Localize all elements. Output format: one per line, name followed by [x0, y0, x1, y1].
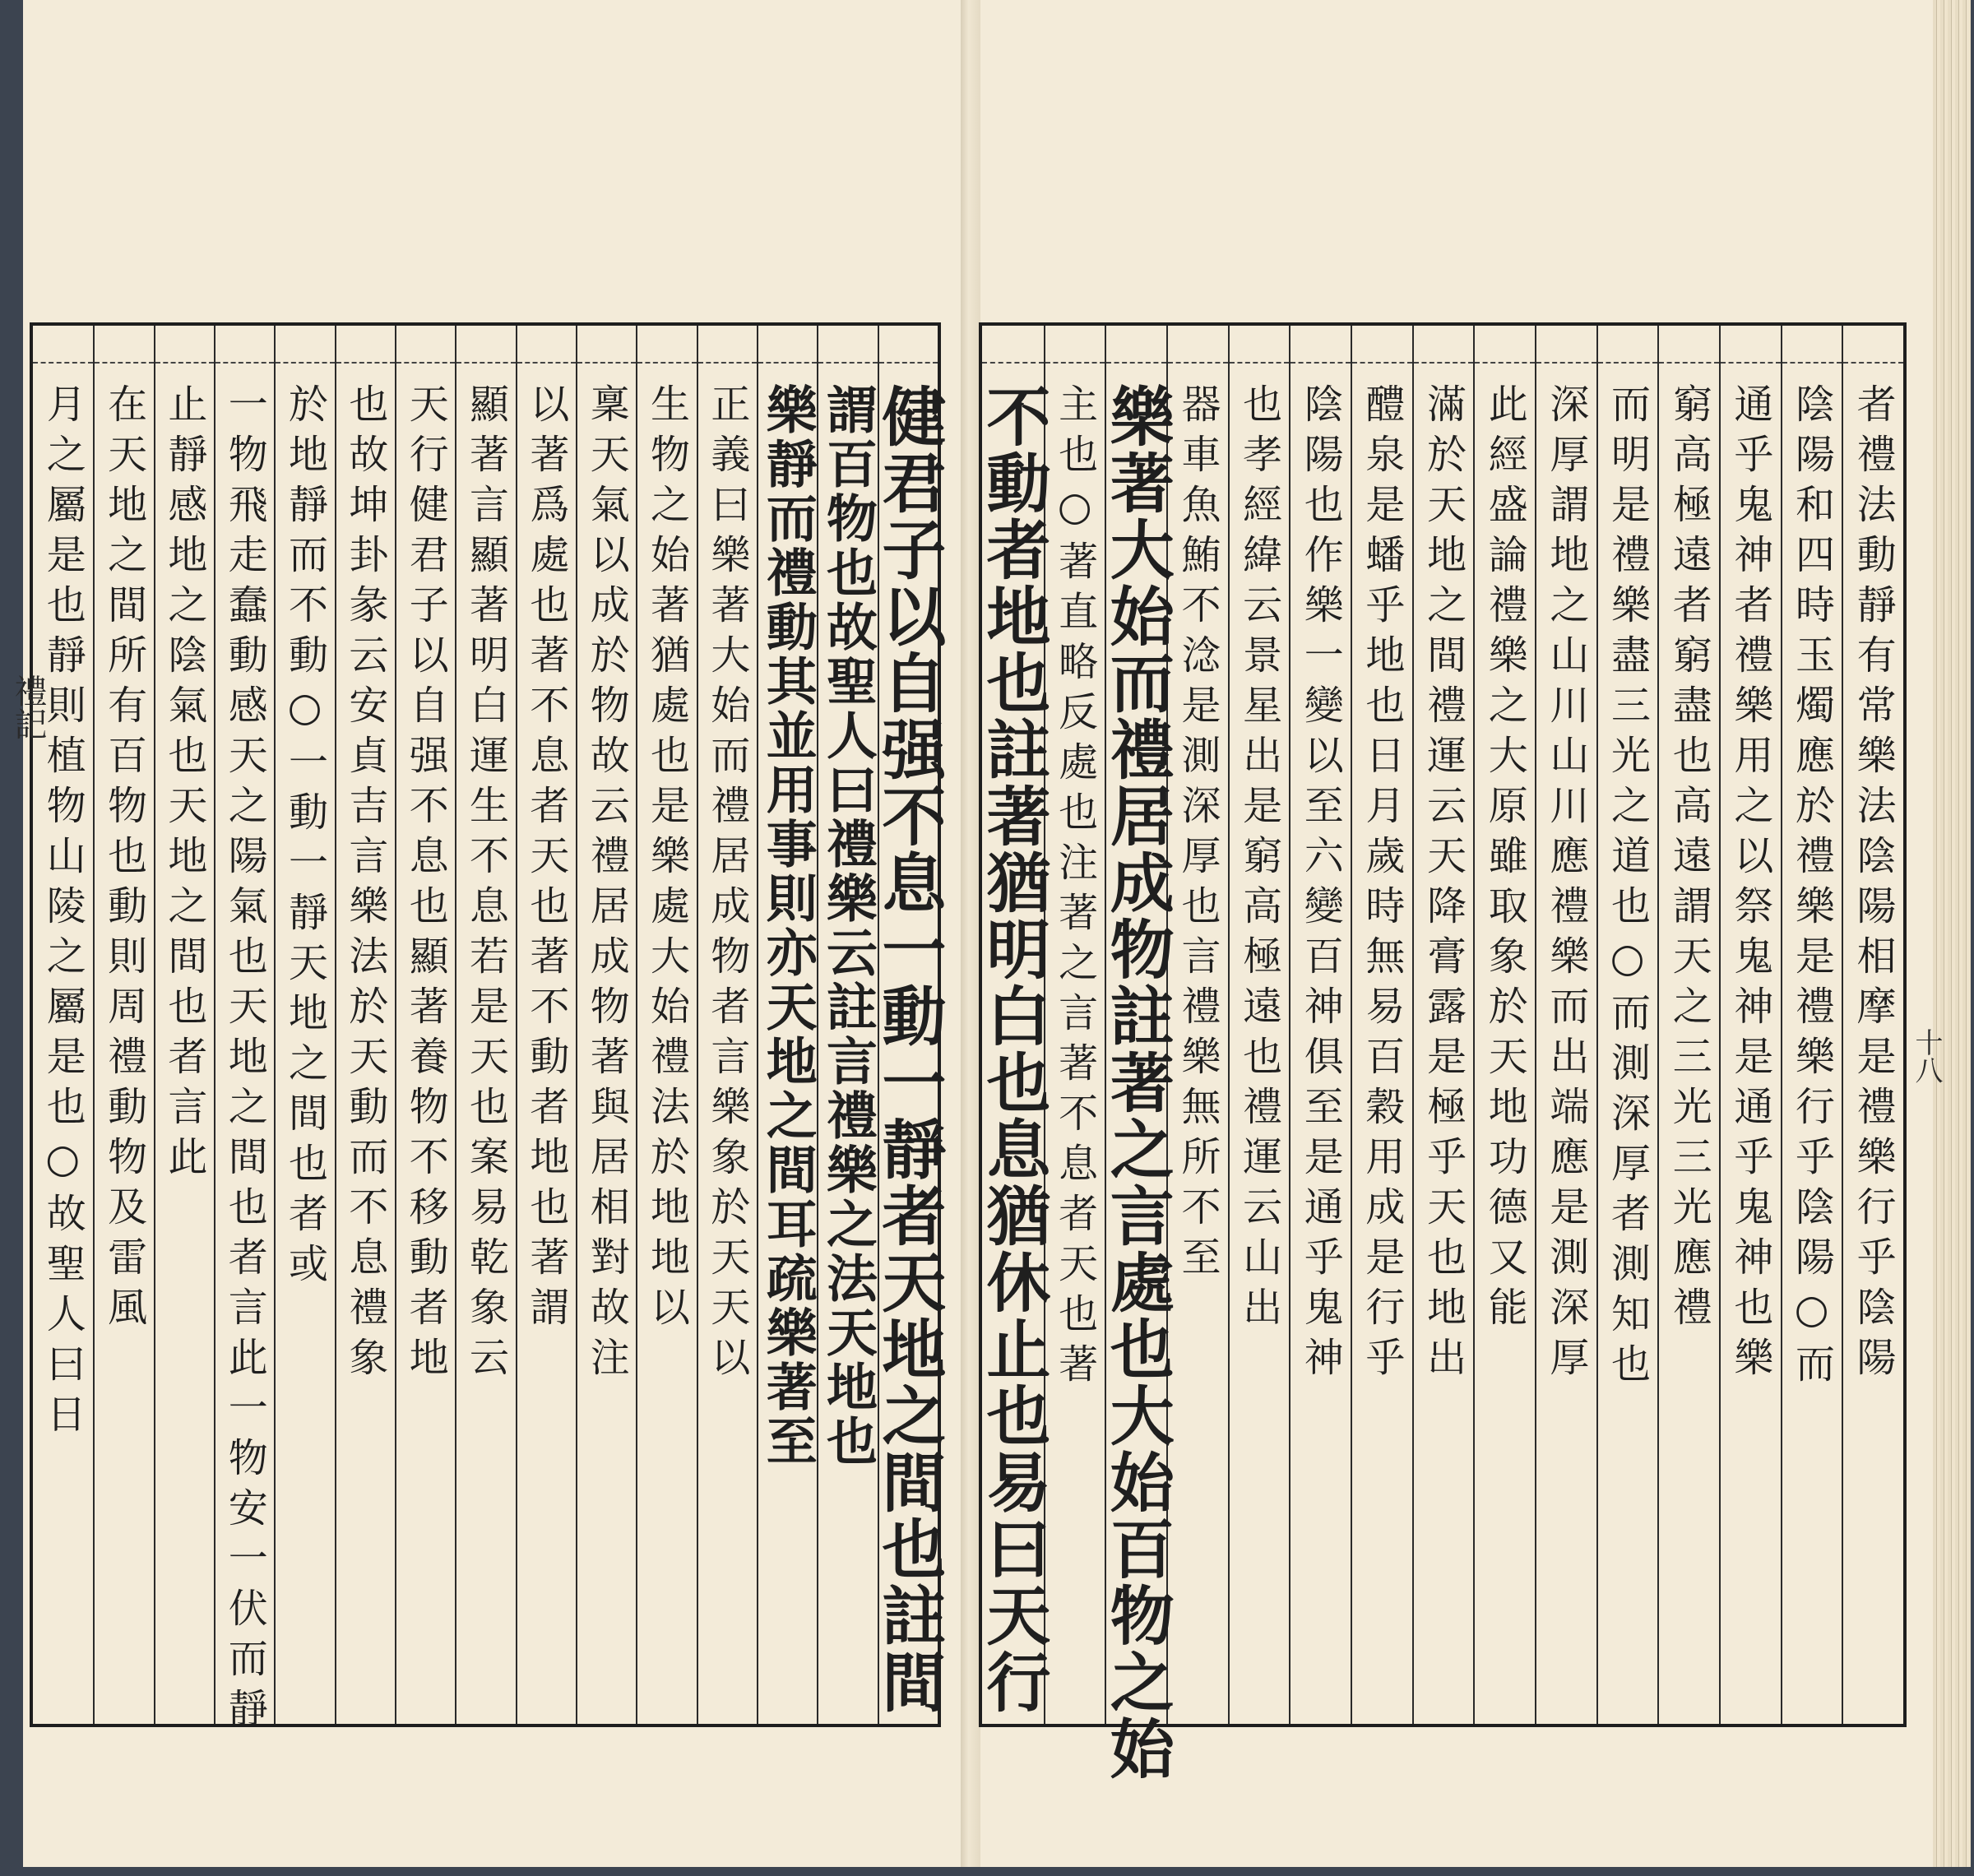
- column-text: 窮高極遠者窮盡也高遠謂天之三光三光應禮: [1666, 383, 1712, 1336]
- right-page-number: 十八: [1910, 1028, 1943, 1084]
- column-text: 深厚謂地之山川山川應禮樂而出端應是測深厚: [1542, 383, 1589, 1387]
- column-text: 樂著大始而禮居成物註著之言處也大始百物之始: [1099, 383, 1175, 1782]
- page-edges: [1933, 0, 1971, 1867]
- column-text: 主也○著直略反處也注著之言著不息者天也著: [1051, 383, 1098, 1393]
- right_page-column-13: [1099, 326, 1175, 1782]
- column-text: 稟天氣以成於物故云禮居成物著與居相對故注: [583, 383, 630, 1387]
- left_page-column-9: [395, 326, 455, 1724]
- column-header-rule: [1291, 326, 1351, 364]
- column-text: 滿於天地之間禮運云天降膏露是極乎天也地出: [1420, 383, 1467, 1387]
- left_page-column-10: [335, 326, 395, 1724]
- column-header-rule: [637, 326, 696, 364]
- right_page-column-15: [975, 326, 1051, 1724]
- column-header-rule: [879, 326, 938, 364]
- column-header-rule: [33, 326, 93, 364]
- column-text: 陰陽和四時玉燭應於禮樂是禮樂行乎陰陽○而: [1788, 383, 1835, 1393]
- column-header-rule: [155, 326, 214, 364]
- left_page-column-1: [871, 326, 947, 1724]
- column-header-rule: [1782, 326, 1842, 364]
- column-header-rule: [215, 326, 274, 364]
- column-text: 正義曰樂著大始而禮居成物者言樂象於天天以: [703, 383, 750, 1387]
- column-header-rule: [1475, 326, 1535, 364]
- column-header-rule: [1414, 326, 1474, 364]
- column-header-rule: [336, 326, 395, 364]
- left_page-column-5: [636, 326, 696, 1724]
- right_page-column-9: [1351, 326, 1412, 1724]
- left_page-column-14: [93, 326, 153, 1724]
- column-header-rule: [982, 326, 1044, 364]
- column-header-rule: [276, 326, 334, 364]
- column-text: 陰陽也作樂一變以至六變百神俱至是通乎鬼神: [1297, 383, 1344, 1387]
- column-header-rule: [1721, 326, 1781, 364]
- column-text: 也孝經緯云景星出是窮高極遠也禮運云山出: [1235, 383, 1282, 1336]
- column-header-rule: [1045, 326, 1105, 364]
- column-header-rule: [818, 326, 877, 364]
- column-header-rule: [95, 326, 153, 364]
- column-text: 天行健君子以自强不息也顯著養物不移動者地: [402, 383, 449, 1387]
- column-text: 健君子以自强不息一動一靜者天地之間也註間: [871, 383, 947, 1716]
- column-text: 謂百物也故聖人曰禮樂云註言禮樂之法天地也: [818, 383, 878, 1469]
- column-text: 通乎鬼神者禮樂用之以祭鬼神是通乎鬼神也樂: [1726, 383, 1773, 1387]
- right_page-column-11: [1228, 326, 1290, 1724]
- column-text: 不動者地也註著猶明白也息猶休止也易曰天行: [975, 383, 1051, 1716]
- left-columns: [33, 326, 947, 1738]
- column-text: 也故坤卦彖云安貞吉言樂法於天動而不息禮象: [341, 383, 388, 1387]
- column-header-rule: [1536, 326, 1596, 364]
- right_page-column-1: [1842, 326, 1903, 1724]
- column-header-rule: [1352, 326, 1412, 364]
- column-header-rule: [1168, 326, 1228, 364]
- left_page-column-15: [33, 326, 93, 1724]
- right_page-column-4: [1657, 326, 1719, 1724]
- left-text-frame: [30, 322, 947, 1738]
- left_page-column-11: [274, 326, 334, 1724]
- column-header-rule: [1659, 326, 1719, 364]
- column-header-rule: [1106, 326, 1166, 364]
- left_page-column-3: [757, 326, 817, 1724]
- column-text: 一物飛走蠢動感天之陽氣也天地之間也者言此一物安一伏而靜: [221, 383, 268, 1738]
- left_page-column-8: [455, 326, 515, 1724]
- left_page-column-13: [154, 326, 214, 1724]
- column-header-rule: [1230, 326, 1290, 364]
- right_page-column-10: [1289, 326, 1351, 1724]
- left_page-column-2: [817, 326, 877, 1724]
- column-text: 月之屬是也靜則植物山陵之屬是也○故聖人曰日: [39, 383, 86, 1443]
- column-text: 顯著言顯著明白運生不息若是天也案易乾象云: [462, 383, 509, 1387]
- column-text: 於地靜而不動○一動一靜天地之間也者或: [281, 383, 328, 1293]
- column-text: 而明是禮樂盡三光之道也○而測深厚者測知也: [1604, 383, 1651, 1393]
- right_page-column-8: [1412, 326, 1474, 1724]
- column-header-rule: [517, 326, 576, 364]
- column-header-rule: [1843, 326, 1903, 364]
- left_page-column-4: [697, 326, 757, 1724]
- right_page-column-5: [1596, 326, 1658, 1724]
- column-text: 此經盛論禮樂之大原雖取象於天地功德又能: [1481, 383, 1528, 1336]
- right-columns: [975, 326, 1903, 1782]
- column-header-rule: [396, 326, 455, 364]
- right_page-column-7: [1473, 326, 1535, 1724]
- column-text: 者禮法動靜有常樂法陰陽相摩是禮樂行乎陰陽: [1850, 383, 1897, 1387]
- right_page-column-3: [1719, 326, 1781, 1724]
- left_page-column-6: [576, 326, 636, 1724]
- column-text: 樂靜而禮動其並用事則亦天地之間耳疏樂著至: [758, 383, 818, 1469]
- right-text-frame: [975, 322, 1907, 1782]
- column-text: 生物之始著猶處也是樂處大始禮法於地地以: [643, 383, 690, 1336]
- column-text: 器車魚鮪不淰是測深厚也言禮樂無所不至: [1174, 383, 1221, 1286]
- column-text: 在天地之間所有百物也動則周禮動物及雷風: [100, 383, 147, 1336]
- right_page-column-2: [1781, 326, 1842, 1724]
- column-header-rule: [456, 326, 515, 364]
- column-text: 止靜感地之陰氣也天地之間也者言此: [160, 383, 207, 1186]
- right_page-column-6: [1535, 326, 1596, 1724]
- column-header-rule: [698, 326, 757, 364]
- column-header-rule: [758, 326, 817, 364]
- column-header-rule: [1598, 326, 1658, 364]
- left_page-column-7: [516, 326, 576, 1724]
- column-text: 以著爲處也著不息者天也著不動者地也著謂: [522, 383, 569, 1336]
- column-text: 醴泉是蟠乎地也日月歲時無易百穀用成是行乎: [1358, 383, 1405, 1387]
- left_page-column-12: [214, 326, 274, 1738]
- left-margin-label: 禮記: [9, 674, 47, 740]
- column-header-rule: [577, 326, 636, 364]
